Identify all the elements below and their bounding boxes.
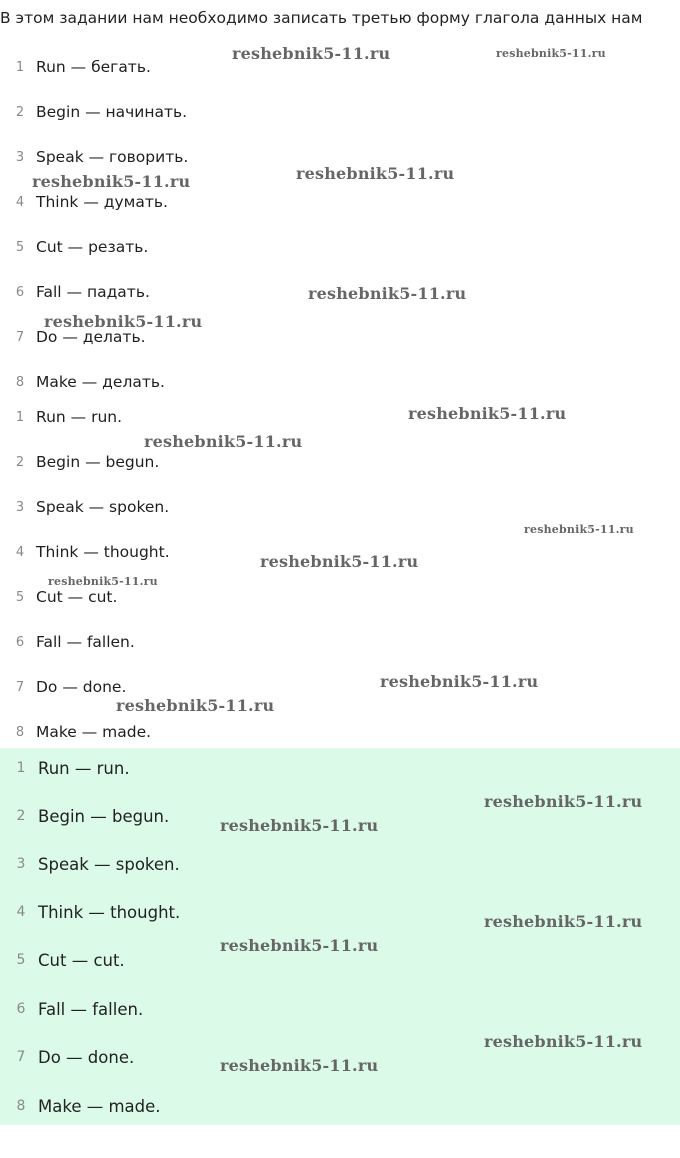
item-text: Begin — начинать.	[36, 103, 188, 121]
item-number: 7	[16, 1049, 26, 1065]
item-number: 3	[15, 149, 25, 165]
item-text: Begin — begun.	[36, 453, 160, 471]
item-number: 6	[16, 1001, 26, 1017]
item-number: 5	[15, 239, 25, 255]
item-text: Run — run.	[38, 758, 130, 778]
item-text: Do — done.	[36, 678, 127, 696]
watermark: reshebnik5-11.ru	[380, 672, 539, 691]
watermark: reshebnik5-11.ru	[524, 523, 634, 536]
item-text: Fall — fallen.	[38, 999, 144, 1019]
watermark: reshebnik5-11.ru	[408, 404, 567, 423]
watermark: reshebnik5-11.ru	[260, 552, 419, 571]
item-number: 3	[15, 499, 25, 515]
item-number: 5	[15, 589, 25, 605]
watermark: reshebnik5-11.ru	[232, 44, 391, 63]
item-text: Speak — spoken.	[38, 854, 180, 874]
item-number: 1	[15, 59, 25, 75]
item-text: Cut — резать.	[36, 238, 149, 256]
item-number: 8	[16, 1098, 26, 1114]
watermark: reshebnik5-11.ru	[220, 1056, 379, 1075]
watermark: reshebnik5-11.ru	[296, 164, 455, 183]
item-number: 3	[16, 856, 26, 872]
watermark: reshebnik5-11.ru	[484, 1032, 643, 1051]
item-text: Begin — begun.	[38, 806, 170, 826]
item-text: Fall — падать.	[36, 283, 150, 301]
item-text: Make — made.	[36, 723, 152, 741]
item-text: Think — thought.	[36, 543, 170, 561]
watermark: reshebnik5-11.ru	[484, 792, 643, 811]
item-number: 2	[15, 104, 25, 120]
item-text: Make — делать.	[36, 373, 165, 391]
watermark: reshebnik5-11.ru	[48, 575, 158, 588]
item-number: 6	[15, 284, 25, 300]
item-number: 4	[15, 544, 25, 560]
item-text: Do — делать.	[36, 328, 146, 346]
item-number: 7	[15, 329, 25, 345]
item-number: 2	[15, 454, 25, 470]
item-text: Cut — cut.	[36, 588, 118, 606]
item-number: 8	[15, 724, 25, 740]
item-text: Speak — spoken.	[36, 498, 170, 516]
item-number: 8	[15, 374, 25, 390]
item-text: Cut — cut.	[38, 950, 125, 970]
item-number: 5	[16, 952, 26, 968]
watermark: reshebnik5-11.ru	[144, 432, 303, 451]
item-number: 4	[16, 904, 26, 920]
item-text: Run — run.	[36, 408, 123, 426]
watermark: reshebnik5-11.ru	[220, 936, 379, 955]
watermark: reshebnik5-11.ru	[496, 47, 606, 60]
item-text: Do — done.	[38, 1047, 135, 1067]
watermark: reshebnik5-11.ru	[220, 816, 379, 835]
item-number: 6	[15, 634, 25, 650]
intro-text: В этом задании нам необходимо записать третью форму глагола данных нам	[0, 9, 643, 27]
watermark: reshebnik5-11.ru	[32, 172, 191, 191]
item-text: Make — made.	[38, 1096, 161, 1116]
item-text: Think — думать.	[36, 193, 168, 211]
watermark: reshebnik5-11.ru	[484, 912, 643, 931]
item-number: 2	[16, 808, 26, 824]
item-number: 4	[15, 194, 25, 210]
item-text: Run — бегать.	[36, 58, 151, 76]
item-text: Think — thought.	[38, 902, 181, 922]
watermark: reshebnik5-11.ru	[308, 284, 467, 303]
item-number: 7	[15, 679, 25, 695]
item-number: 1	[16, 760, 26, 776]
watermark: reshebnik5-11.ru	[44, 312, 203, 331]
item-text: Speak — говорить.	[36, 148, 189, 166]
watermark: reshebnik5-11.ru	[116, 696, 275, 715]
item-number: 1	[15, 409, 25, 425]
item-text: Fall — fallen.	[36, 633, 135, 651]
